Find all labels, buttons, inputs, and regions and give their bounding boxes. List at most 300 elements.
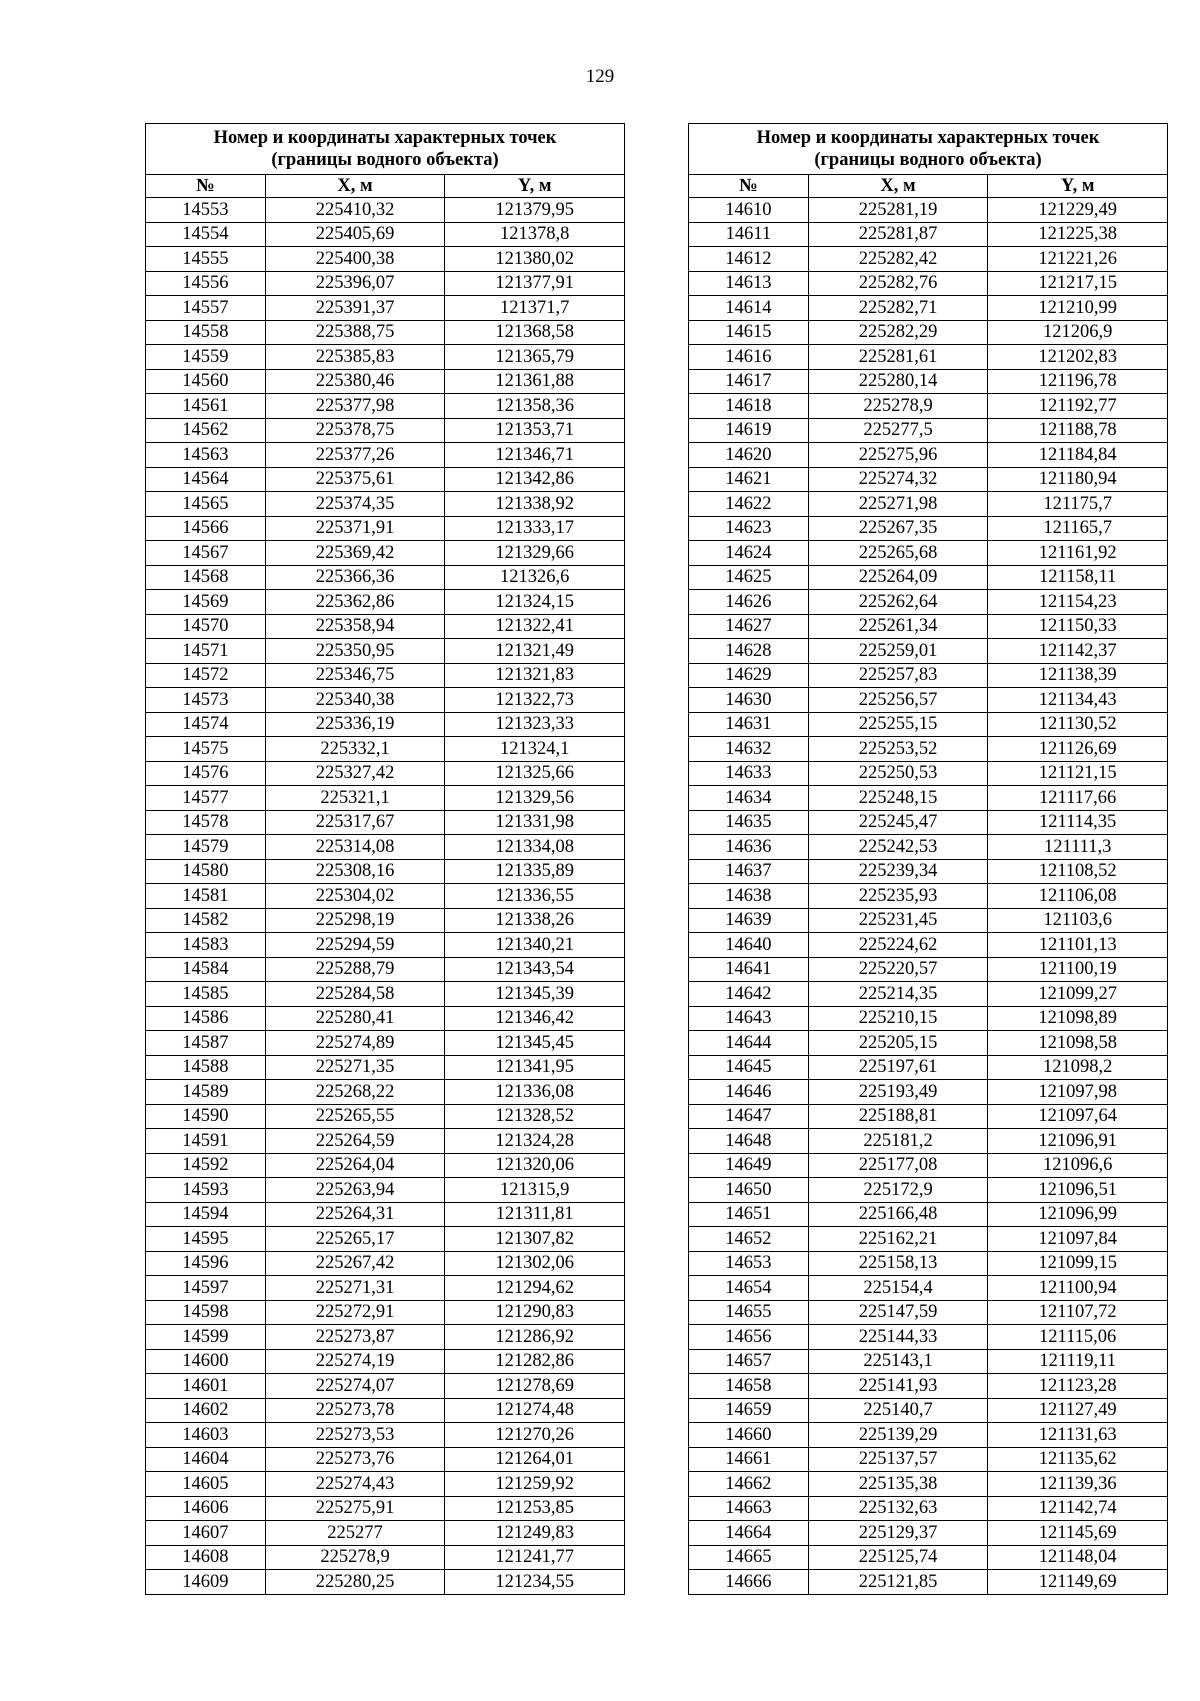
x-coordinate-cell: 225280,41 xyxy=(265,1006,445,1031)
table-row xyxy=(146,1202,625,1227)
point-number-cell: 14582 xyxy=(146,908,266,933)
y-coordinate-cell: 121111,3 xyxy=(988,835,1168,860)
x-coordinate-cell: 225377,26 xyxy=(265,443,445,468)
table-row xyxy=(689,1374,1168,1399)
table-row xyxy=(689,1521,1168,1546)
y-coordinate-cell: 121192,77 xyxy=(988,394,1168,419)
table-row xyxy=(146,1153,625,1178)
table-row xyxy=(689,933,1168,958)
table-row xyxy=(146,1276,625,1301)
table-row xyxy=(689,1496,1168,1521)
point-number-cell: 14644 xyxy=(689,1031,809,1056)
table-row xyxy=(146,982,625,1007)
table-row xyxy=(146,1374,625,1399)
y-coordinate-cell: 121180,94 xyxy=(988,467,1168,492)
x-coordinate-cell: 225274,07 xyxy=(265,1374,445,1399)
point-number-cell: 14597 xyxy=(146,1276,266,1301)
point-number-cell: 14564 xyxy=(146,467,266,492)
point-number-cell: 14573 xyxy=(146,688,266,713)
x-coordinate-cell: 225274,43 xyxy=(265,1472,445,1497)
table-row xyxy=(689,884,1168,909)
y-coordinate-cell: 121217,15 xyxy=(988,271,1168,296)
point-number-cell: 14659 xyxy=(689,1398,809,1423)
x-coordinate-cell: 225274,19 xyxy=(265,1349,445,1374)
x-coordinate-cell: 225245,47 xyxy=(808,810,988,835)
y-coordinate-cell: 121234,55 xyxy=(445,1570,625,1595)
table-row xyxy=(689,786,1168,811)
table-row xyxy=(146,345,625,370)
table-body xyxy=(689,198,1168,1595)
x-coordinate-cell: 225282,76 xyxy=(808,271,988,296)
point-number-cell: 14645 xyxy=(689,1055,809,1080)
y-coordinate-cell: 121099,15 xyxy=(988,1251,1168,1276)
x-coordinate-cell: 225275,91 xyxy=(265,1496,445,1521)
point-number-cell: 14569 xyxy=(146,590,266,615)
y-coordinate-cell: 121340,21 xyxy=(445,933,625,958)
y-coordinate-cell: 121241,77 xyxy=(445,1545,625,1570)
x-coordinate-cell: 225308,16 xyxy=(265,859,445,884)
y-coordinate-cell: 121097,84 xyxy=(988,1227,1168,1252)
point-number-cell: 14579 xyxy=(146,835,266,860)
x-coordinate-cell: 225332,1 xyxy=(265,737,445,762)
y-coordinate-cell: 121099,27 xyxy=(988,982,1168,1007)
point-number-cell: 14632 xyxy=(689,737,809,762)
point-number-cell: 14623 xyxy=(689,516,809,541)
table-row xyxy=(689,1227,1168,1252)
table-row xyxy=(146,1570,625,1595)
x-coordinate-cell: 225274,89 xyxy=(265,1031,445,1056)
point-number-cell: 14637 xyxy=(689,859,809,884)
table-row xyxy=(146,1423,625,1448)
table-row xyxy=(689,663,1168,688)
table-row xyxy=(689,1251,1168,1276)
table-row xyxy=(146,1178,625,1203)
point-number-cell: 14648 xyxy=(689,1129,809,1154)
table-row xyxy=(146,810,625,835)
point-number-cell: 14643 xyxy=(689,1006,809,1031)
y-coordinate-cell: 121371,7 xyxy=(445,296,625,321)
x-coordinate-cell: 225396,07 xyxy=(265,271,445,296)
point-number-cell: 14566 xyxy=(146,516,266,541)
y-coordinate-cell: 121142,37 xyxy=(988,639,1168,664)
point-number-cell: 14574 xyxy=(146,712,266,737)
x-coordinate-cell: 225273,76 xyxy=(265,1447,445,1472)
y-coordinate-cell: 121175,7 xyxy=(988,492,1168,517)
point-number-cell: 14611 xyxy=(689,222,809,247)
column-header-x: X, м xyxy=(808,175,988,198)
point-number-cell: 14666 xyxy=(689,1570,809,1595)
y-coordinate-cell: 121278,69 xyxy=(445,1374,625,1399)
coordinates-table-right xyxy=(688,123,1168,1595)
y-coordinate-cell: 121358,36 xyxy=(445,394,625,419)
x-coordinate-cell: 225166,48 xyxy=(808,1202,988,1227)
point-number-cell: 14652 xyxy=(689,1227,809,1252)
x-coordinate-cell: 225143,1 xyxy=(808,1349,988,1374)
point-number-cell: 14616 xyxy=(689,345,809,370)
x-coordinate-cell: 225137,57 xyxy=(808,1447,988,1472)
y-coordinate-cell: 121123,28 xyxy=(988,1374,1168,1399)
point-number-cell: 14608 xyxy=(146,1545,266,1570)
y-coordinate-cell: 121253,85 xyxy=(445,1496,625,1521)
table-row xyxy=(146,737,625,762)
table-row xyxy=(689,1472,1168,1497)
table-row xyxy=(689,1545,1168,1570)
x-coordinate-cell: 225380,46 xyxy=(265,369,445,394)
table-row xyxy=(689,467,1168,492)
table-row xyxy=(689,1300,1168,1325)
y-coordinate-cell: 121345,45 xyxy=(445,1031,625,1056)
y-coordinate-cell: 121361,88 xyxy=(445,369,625,394)
y-coordinate-cell: 121334,08 xyxy=(445,835,625,860)
table-row xyxy=(689,712,1168,737)
point-number-cell: 14555 xyxy=(146,247,266,272)
x-coordinate-cell: 225336,19 xyxy=(265,712,445,737)
point-number-cell: 14613 xyxy=(689,271,809,296)
table-row xyxy=(689,810,1168,835)
table-row xyxy=(689,1570,1168,1595)
x-coordinate-cell: 225272,91 xyxy=(265,1300,445,1325)
point-number-cell: 14596 xyxy=(146,1251,266,1276)
table-row xyxy=(146,1227,625,1252)
y-coordinate-cell: 121221,26 xyxy=(988,247,1168,272)
point-number-cell: 14656 xyxy=(689,1325,809,1350)
y-coordinate-cell: 121229,49 xyxy=(988,198,1168,223)
table-row xyxy=(146,1129,625,1154)
table-row xyxy=(689,345,1168,370)
y-coordinate-cell: 121365,79 xyxy=(445,345,625,370)
x-coordinate-cell: 225278,9 xyxy=(808,394,988,419)
table-row xyxy=(146,565,625,590)
table-title-line2: (границы водного объекта) xyxy=(271,150,499,170)
point-number-cell: 14603 xyxy=(146,1423,266,1448)
y-coordinate-cell: 121188,78 xyxy=(988,418,1168,443)
point-number-cell: 14610 xyxy=(689,198,809,223)
x-coordinate-cell: 225374,35 xyxy=(265,492,445,517)
y-coordinate-cell: 121380,02 xyxy=(445,247,625,272)
x-coordinate-cell: 225205,15 xyxy=(808,1031,988,1056)
y-coordinate-cell: 121342,86 xyxy=(445,467,625,492)
y-coordinate-cell: 121331,98 xyxy=(445,810,625,835)
point-number-cell: 14556 xyxy=(146,271,266,296)
point-number-cell: 14600 xyxy=(146,1349,266,1374)
y-coordinate-cell: 121378,8 xyxy=(445,222,625,247)
y-coordinate-cell: 121328,52 xyxy=(445,1104,625,1129)
point-number-cell: 14587 xyxy=(146,1031,266,1056)
point-number-cell: 14665 xyxy=(689,1545,809,1570)
x-coordinate-cell: 225366,36 xyxy=(265,565,445,590)
point-number-cell: 14580 xyxy=(146,859,266,884)
y-coordinate-cell: 121096,91 xyxy=(988,1129,1168,1154)
point-number-cell: 14567 xyxy=(146,541,266,566)
y-coordinate-cell: 121130,52 xyxy=(988,712,1168,737)
point-number-cell: 14636 xyxy=(689,835,809,860)
point-number-cell: 14562 xyxy=(146,418,266,443)
table-row xyxy=(689,1447,1168,1472)
point-number-cell: 14570 xyxy=(146,614,266,639)
x-coordinate-cell: 225273,78 xyxy=(265,1398,445,1423)
y-coordinate-cell: 121165,7 xyxy=(988,516,1168,541)
y-coordinate-cell: 121117,66 xyxy=(988,786,1168,811)
x-coordinate-cell: 225132,63 xyxy=(808,1496,988,1521)
x-coordinate-cell: 225280,14 xyxy=(808,369,988,394)
x-coordinate-cell: 225267,35 xyxy=(808,516,988,541)
x-coordinate-cell: 225242,53 xyxy=(808,835,988,860)
point-number-cell: 14629 xyxy=(689,663,809,688)
table-row xyxy=(689,296,1168,321)
y-coordinate-cell: 121096,6 xyxy=(988,1153,1168,1178)
x-coordinate-cell: 225378,75 xyxy=(265,418,445,443)
point-number-cell: 14640 xyxy=(689,933,809,958)
table-row xyxy=(146,394,625,419)
x-coordinate-cell: 225125,74 xyxy=(808,1545,988,1570)
x-coordinate-cell: 225271,35 xyxy=(265,1055,445,1080)
y-coordinate-cell: 121115,06 xyxy=(988,1325,1168,1350)
y-coordinate-cell: 121329,66 xyxy=(445,541,625,566)
y-coordinate-cell: 121184,84 xyxy=(988,443,1168,468)
y-coordinate-cell: 121338,26 xyxy=(445,908,625,933)
x-coordinate-cell: 225220,57 xyxy=(808,957,988,982)
x-coordinate-cell: 225273,87 xyxy=(265,1325,445,1350)
y-coordinate-cell: 121150,33 xyxy=(988,614,1168,639)
x-coordinate-cell: 225158,13 xyxy=(808,1251,988,1276)
point-number-cell: 14553 xyxy=(146,198,266,223)
table-row xyxy=(689,271,1168,296)
point-number-cell: 14660 xyxy=(689,1423,809,1448)
point-number-cell: 14601 xyxy=(146,1374,266,1399)
y-coordinate-cell: 121097,64 xyxy=(988,1104,1168,1129)
x-coordinate-cell: 225294,59 xyxy=(265,933,445,958)
x-coordinate-cell: 225369,42 xyxy=(265,541,445,566)
point-number-cell: 14630 xyxy=(689,688,809,713)
table-row xyxy=(146,933,625,958)
table-title-line2: (границы водного объекта) xyxy=(814,150,1042,170)
table-row xyxy=(689,394,1168,419)
point-number-cell: 14663 xyxy=(689,1496,809,1521)
x-coordinate-cell: 225129,37 xyxy=(808,1521,988,1546)
point-number-cell: 14617 xyxy=(689,369,809,394)
point-number-cell: 14563 xyxy=(146,443,266,468)
x-coordinate-cell: 225265,17 xyxy=(265,1227,445,1252)
point-number-cell: 14602 xyxy=(146,1398,266,1423)
point-number-cell: 14559 xyxy=(146,345,266,370)
x-coordinate-cell: 225248,15 xyxy=(808,786,988,811)
point-number-cell: 14598 xyxy=(146,1300,266,1325)
point-number-cell: 14628 xyxy=(689,639,809,664)
table-row xyxy=(146,320,625,345)
x-coordinate-cell: 225139,29 xyxy=(808,1423,988,1448)
point-number-cell: 14650 xyxy=(689,1178,809,1203)
point-number-cell: 14642 xyxy=(689,982,809,1007)
x-coordinate-cell: 225277 xyxy=(265,1521,445,1546)
y-coordinate-cell: 121343,54 xyxy=(445,957,625,982)
point-number-cell: 14654 xyxy=(689,1276,809,1301)
y-coordinate-cell: 121098,58 xyxy=(988,1031,1168,1056)
point-number-cell: 14639 xyxy=(689,908,809,933)
point-number-cell: 14655 xyxy=(689,1300,809,1325)
x-coordinate-cell: 225391,37 xyxy=(265,296,445,321)
y-coordinate-cell: 121139,36 xyxy=(988,1472,1168,1497)
table-row xyxy=(689,1129,1168,1154)
x-coordinate-cell: 225257,83 xyxy=(808,663,988,688)
point-number-cell: 14627 xyxy=(689,614,809,639)
y-coordinate-cell: 121107,72 xyxy=(988,1300,1168,1325)
y-coordinate-cell: 121145,69 xyxy=(988,1521,1168,1546)
table-row xyxy=(146,712,625,737)
x-coordinate-cell: 225177,08 xyxy=(808,1153,988,1178)
table-row xyxy=(146,369,625,394)
table-row xyxy=(689,222,1168,247)
point-number-cell: 14558 xyxy=(146,320,266,345)
point-number-cell: 14647 xyxy=(689,1104,809,1129)
point-number-cell: 14583 xyxy=(146,933,266,958)
point-number-cell: 14584 xyxy=(146,957,266,982)
x-coordinate-cell: 225317,67 xyxy=(265,810,445,835)
table-row xyxy=(689,859,1168,884)
x-coordinate-cell: 225135,38 xyxy=(808,1472,988,1497)
x-coordinate-cell: 225264,04 xyxy=(265,1153,445,1178)
y-coordinate-cell: 121249,83 xyxy=(445,1521,625,1546)
y-coordinate-cell: 121270,26 xyxy=(445,1423,625,1448)
y-coordinate-cell: 121307,82 xyxy=(445,1227,625,1252)
x-coordinate-cell: 225140,7 xyxy=(808,1398,988,1423)
point-number-cell: 14591 xyxy=(146,1129,266,1154)
y-coordinate-cell: 121098,2 xyxy=(988,1055,1168,1080)
x-coordinate-cell: 225264,31 xyxy=(265,1202,445,1227)
x-coordinate-cell: 225282,71 xyxy=(808,296,988,321)
column-header-y: Y, м xyxy=(988,175,1168,198)
x-coordinate-cell: 225162,21 xyxy=(808,1227,988,1252)
y-coordinate-cell: 121108,52 xyxy=(988,859,1168,884)
x-coordinate-cell: 225210,15 xyxy=(808,1006,988,1031)
y-coordinate-cell: 121158,11 xyxy=(988,565,1168,590)
table-row xyxy=(146,1496,625,1521)
table-row xyxy=(146,1031,625,1056)
table-row xyxy=(146,859,625,884)
y-coordinate-cell: 121097,98 xyxy=(988,1080,1168,1105)
point-number-cell: 14661 xyxy=(689,1447,809,1472)
table-row xyxy=(146,198,625,223)
y-coordinate-cell: 121100,19 xyxy=(988,957,1168,982)
y-coordinate-cell: 121346,71 xyxy=(445,443,625,468)
table-row xyxy=(689,835,1168,860)
y-coordinate-cell: 121335,89 xyxy=(445,859,625,884)
point-number-cell: 14595 xyxy=(146,1227,266,1252)
x-coordinate-cell: 225275,96 xyxy=(808,443,988,468)
point-number-cell: 14612 xyxy=(689,247,809,272)
point-number-cell: 14565 xyxy=(146,492,266,517)
table-row xyxy=(146,1545,625,1570)
table-row xyxy=(146,1300,625,1325)
x-coordinate-cell: 225253,52 xyxy=(808,737,988,762)
table-row xyxy=(146,1055,625,1080)
x-coordinate-cell: 225350,95 xyxy=(265,639,445,664)
table-row xyxy=(689,639,1168,664)
y-coordinate-cell: 121341,95 xyxy=(445,1055,625,1080)
x-coordinate-cell: 225362,86 xyxy=(265,590,445,615)
table-row xyxy=(146,663,625,688)
table-row xyxy=(689,492,1168,517)
point-number-cell: 14662 xyxy=(689,1472,809,1497)
table-row xyxy=(146,443,625,468)
y-coordinate-cell: 121096,51 xyxy=(988,1178,1168,1203)
x-coordinate-cell: 225273,53 xyxy=(265,1423,445,1448)
y-coordinate-cell: 121377,91 xyxy=(445,271,625,296)
table-row xyxy=(689,1031,1168,1056)
table-row xyxy=(146,1447,625,1472)
y-coordinate-cell: 121338,92 xyxy=(445,492,625,517)
x-coordinate-cell: 225231,45 xyxy=(808,908,988,933)
point-number-cell: 14557 xyxy=(146,296,266,321)
table-row xyxy=(689,737,1168,762)
x-coordinate-cell: 225141,93 xyxy=(808,1374,988,1399)
x-coordinate-cell: 225371,91 xyxy=(265,516,445,541)
point-number-cell: 14593 xyxy=(146,1178,266,1203)
point-number-cell: 14626 xyxy=(689,590,809,615)
y-coordinate-cell: 121286,92 xyxy=(445,1325,625,1350)
table-row xyxy=(689,541,1168,566)
table-row xyxy=(689,443,1168,468)
table-row xyxy=(146,957,625,982)
table-row xyxy=(146,247,625,272)
y-coordinate-cell: 121098,89 xyxy=(988,1006,1168,1031)
point-number-cell: 14586 xyxy=(146,1006,266,1031)
x-coordinate-cell: 225224,62 xyxy=(808,933,988,958)
column-header-number: № xyxy=(689,175,809,198)
y-coordinate-cell: 121336,55 xyxy=(445,884,625,909)
table-row xyxy=(146,541,625,566)
column-header-x: X, м xyxy=(265,175,445,198)
x-coordinate-cell: 225346,75 xyxy=(265,663,445,688)
y-coordinate-cell: 121202,83 xyxy=(988,345,1168,370)
table-row xyxy=(689,1325,1168,1350)
table-row xyxy=(146,688,625,713)
x-coordinate-cell: 225278,9 xyxy=(265,1545,445,1570)
x-coordinate-cell: 225304,02 xyxy=(265,884,445,909)
point-number-cell: 14658 xyxy=(689,1374,809,1399)
x-coordinate-cell: 225259,01 xyxy=(808,639,988,664)
y-coordinate-cell: 121320,06 xyxy=(445,1153,625,1178)
y-coordinate-cell: 121311,81 xyxy=(445,1202,625,1227)
x-coordinate-cell: 225147,59 xyxy=(808,1300,988,1325)
table-row xyxy=(689,1276,1168,1301)
y-coordinate-cell: 121096,99 xyxy=(988,1202,1168,1227)
x-coordinate-cell: 225282,42 xyxy=(808,247,988,272)
x-coordinate-cell: 225256,57 xyxy=(808,688,988,713)
point-number-cell: 14622 xyxy=(689,492,809,517)
point-number-cell: 14614 xyxy=(689,296,809,321)
table-row xyxy=(689,688,1168,713)
x-coordinate-cell: 225274,32 xyxy=(808,467,988,492)
point-number-cell: 14599 xyxy=(146,1325,266,1350)
point-number-cell: 14631 xyxy=(689,712,809,737)
x-coordinate-cell: 225277,5 xyxy=(808,418,988,443)
point-number-cell: 14635 xyxy=(689,810,809,835)
x-coordinate-cell: 225282,29 xyxy=(808,320,988,345)
x-coordinate-cell: 225121,85 xyxy=(808,1570,988,1595)
coordinates-table-left xyxy=(145,123,625,1595)
x-coordinate-cell: 225267,42 xyxy=(265,1251,445,1276)
table-row xyxy=(146,835,625,860)
y-coordinate-cell: 121210,99 xyxy=(988,296,1168,321)
table-row xyxy=(146,296,625,321)
point-number-cell: 14621 xyxy=(689,467,809,492)
point-number-cell: 14607 xyxy=(146,1521,266,1546)
y-coordinate-cell: 121114,35 xyxy=(988,810,1168,835)
x-coordinate-cell: 225281,19 xyxy=(808,198,988,223)
y-coordinate-cell: 121323,33 xyxy=(445,712,625,737)
x-coordinate-cell: 225188,81 xyxy=(808,1104,988,1129)
y-coordinate-cell: 121138,39 xyxy=(988,663,1168,688)
